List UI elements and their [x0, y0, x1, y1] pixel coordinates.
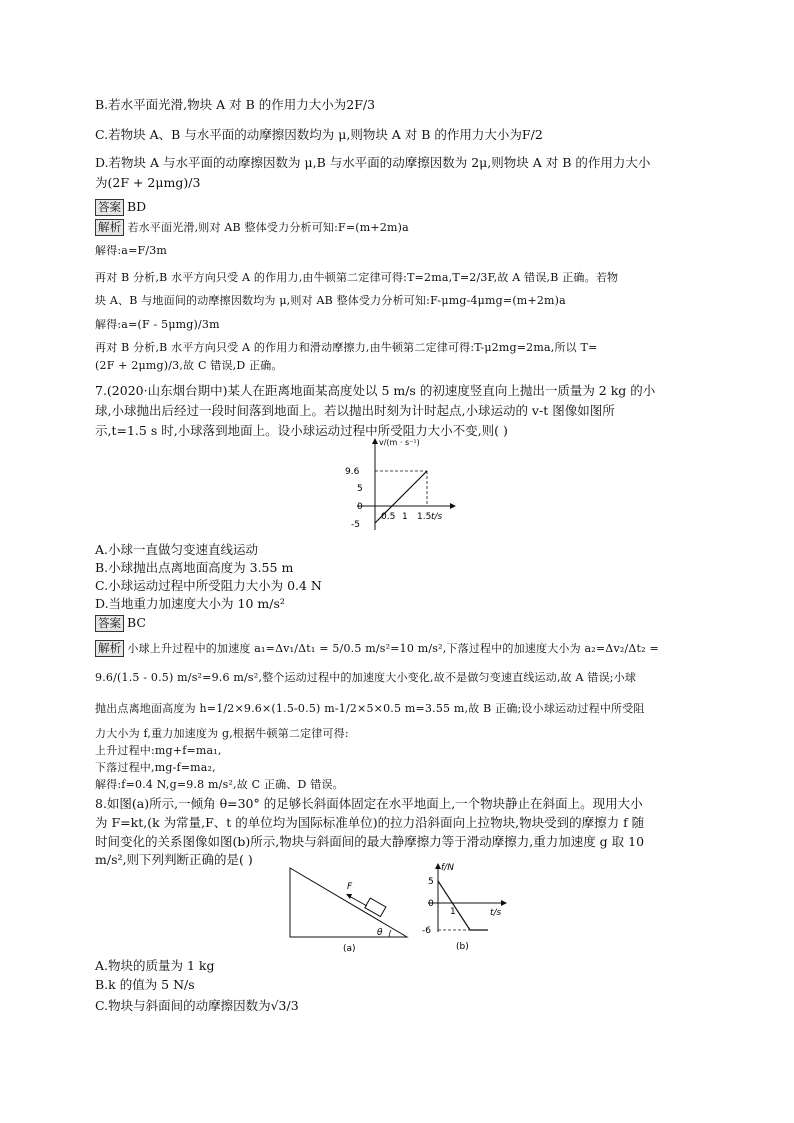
ft-graph-figure-b: [418, 860, 518, 954]
option-c: C.小球运动过程中所受阻力大小为 0.4 N: [95, 578, 322, 593]
analysis-line: 若水平面光滑,则对 AB 整体受力分析可知:F=(m+2m)a: [127, 221, 409, 234]
analysis-tag: 解析: [95, 219, 124, 236]
y-tick-0: 0: [428, 899, 434, 909]
force-label: F: [347, 882, 353, 892]
analysis-line: 再对 B 分析,B 水平方向只受 A 的作用力,由牛顿第二定律可得:T=2ma,T=2/3F,故 A 错误,B 正确。若物: [95, 271, 619, 284]
analysis-row-prev: [95, 219, 409, 236]
option-d: D.当地重力加速度大小为 10 m/s²: [95, 596, 285, 611]
y-axis-arrow: [372, 438, 378, 444]
y-axis-label: v/(m · s⁻¹): [379, 438, 420, 447]
question-8-line: 时间变化的关系图像如图(b)所示,物块与斜面间的最大静摩擦力等于滑动摩擦力,重力加速度 g 取 10: [95, 834, 645, 849]
caption-b: (b): [456, 942, 469, 952]
answer-row-q7: [95, 615, 146, 632]
question-8-line: 为 F=kt,(k 为常量,F、t 的单位均为国际标准单位)的拉力沿斜面向上拉物块,物块受到的摩擦力 f 随: [95, 815, 645, 830]
analysis-line: 解得:a=(F - 5μmg)/3m: [95, 318, 220, 331]
question-7-line: 示,t=1.5 s 时,小球落到地面上。设小球运动过程中所受阻力大小不变,则( ): [95, 423, 508, 438]
analysis-line: 9.6/(1.5 - 0.5) m/s²=9.6 m/s²,整个运动过程中的加速度大小变化,故不是做匀变速直线运动,故 A 错误;小球: [95, 671, 637, 684]
x-axis-label: t/s: [490, 908, 502, 918]
x-axis-arrow: [450, 503, 456, 509]
option-b: B.小球抛出点离地面高度为 3.55 m: [95, 560, 294, 575]
analysis-line: 下落过程中,mg-f=ma₂,: [95, 761, 216, 774]
option-a: A.小球一直做匀变速直线运动: [95, 542, 259, 557]
analysis-line: 解得:f=0.4 N,g=9.8 m/s²,故 C 正确、D 错误。: [95, 778, 344, 791]
vt-graph: [335, 435, 485, 535]
incline-figure-a: [285, 862, 415, 954]
option-b-prev: B.若水平面光滑,物块 A 对 B 的作用力大小为2F/3: [95, 97, 376, 112]
analysis-line: 上升过程中:mg+f=ma₁,: [95, 744, 222, 757]
ft-line: [438, 881, 488, 930]
analysis-line: 力大小为 f,重力加速度为 g,根据牛顿第二定律可得:: [95, 727, 349, 740]
force-arrowhead: [346, 894, 352, 899]
answer-text: BC: [127, 615, 146, 630]
angle-label: θ: [377, 928, 383, 938]
option-c: C.物块与斜面间的动摩擦因数为√3/3: [95, 998, 299, 1013]
option-b: B.k 的值为 5 N/s: [95, 977, 195, 992]
analysis-line: 块 A、B 与地面间的动摩擦因数均为 μ,则对 AB 整体受力分析可知:F-μmg-4μmg=(m+2m)a: [95, 294, 566, 307]
answer-text: BD: [127, 199, 147, 214]
answer-tag: 答案: [95, 615, 124, 632]
y-tick-0: 0: [357, 502, 363, 512]
question-7-line: 7.(2020·山东烟台期中)某人在距离地面某高度处以 5 m/s 的初速度竖直向上抛出一质量为 2 kg 的小: [95, 383, 656, 398]
analysis-tag: 解析: [95, 640, 124, 657]
question-8-line: m/s²,则下列判断正确的是( ): [95, 852, 253, 867]
option-d-prev-line1: D.若物块 A 与水平面的动摩擦因数为 μ,B 与水平面的动摩擦因数为 2μ,则物块 A 对 B 的作用力大小: [95, 155, 651, 170]
answer-tag: 答案: [95, 199, 124, 216]
x-tick-1-5: 1.5: [417, 512, 432, 522]
question-7-line: 球,小球抛出后经过一段时间落到地面上。若以抛出时刻为计时起点,小球运动的 v-t 图像如图所: [95, 403, 615, 418]
caption-a: (a): [343, 944, 356, 954]
analysis-line: 抛出点离地面高度为 h=1/2×9.6×(1.5-0.5) m-1/2×5×0.5 m=3.55 m,故 B 正确;设小球运动过程中所受阻: [95, 702, 645, 715]
analysis-line: 小球上升过程中的加速度 a₁=Δv₁/Δt₁ = 5/0.5 m/s²=10 m/s²,下落过程中的加速度大小为 a₂=Δv₂/Δt₂ =: [127, 642, 659, 655]
y-tick-5: 5: [428, 877, 434, 887]
y-tick-5: 5: [357, 484, 363, 494]
option-c-prev: C.若物块 A、B 与水平面的动摩擦因数均为 μ,则物块 A 对 B 的作用力大小为F/2: [95, 127, 543, 142]
y-tick-neg6: -6: [422, 926, 431, 936]
y-tick-9-6: 9.6: [345, 467, 360, 477]
x-axis-label: t/s: [431, 512, 443, 522]
y-axis-label: f/N: [441, 863, 454, 873]
analysis-line: 再对 B 分析,B 水平方向只受 A 的作用力和滑动摩擦力,由牛顿第二定律可得:T-μ2mg=2ma,所以 T=: [95, 341, 598, 354]
answer-row-prev: [95, 199, 146, 216]
y-tick-neg5: -5: [351, 520, 360, 530]
analysis-row-q7: [95, 640, 659, 657]
analysis-line: 解得:a=F/3m: [95, 244, 168, 257]
angle-arc: [389, 930, 391, 937]
x-axis-arrow: [501, 900, 507, 906]
incline-triangle: [290, 868, 407, 937]
option-d-prev-line2: 为(2F + 2μmg)/3: [95, 175, 201, 190]
analysis-line: (2F + 2μmg)/3,故 C 错误,D 正确。: [95, 359, 283, 372]
question-8-line: 8.如图(a)所示,一倾角 θ=30° 的足够长斜面体固定在水平地面上,一个物块静止在斜面上。现用大小: [95, 796, 643, 811]
x-tick-0-5: 0.5: [381, 512, 396, 522]
x-tick-1: 1: [450, 907, 456, 917]
x-tick-1: 1: [402, 512, 408, 522]
option-a: A.物块的质量为 1 kg: [95, 958, 215, 973]
